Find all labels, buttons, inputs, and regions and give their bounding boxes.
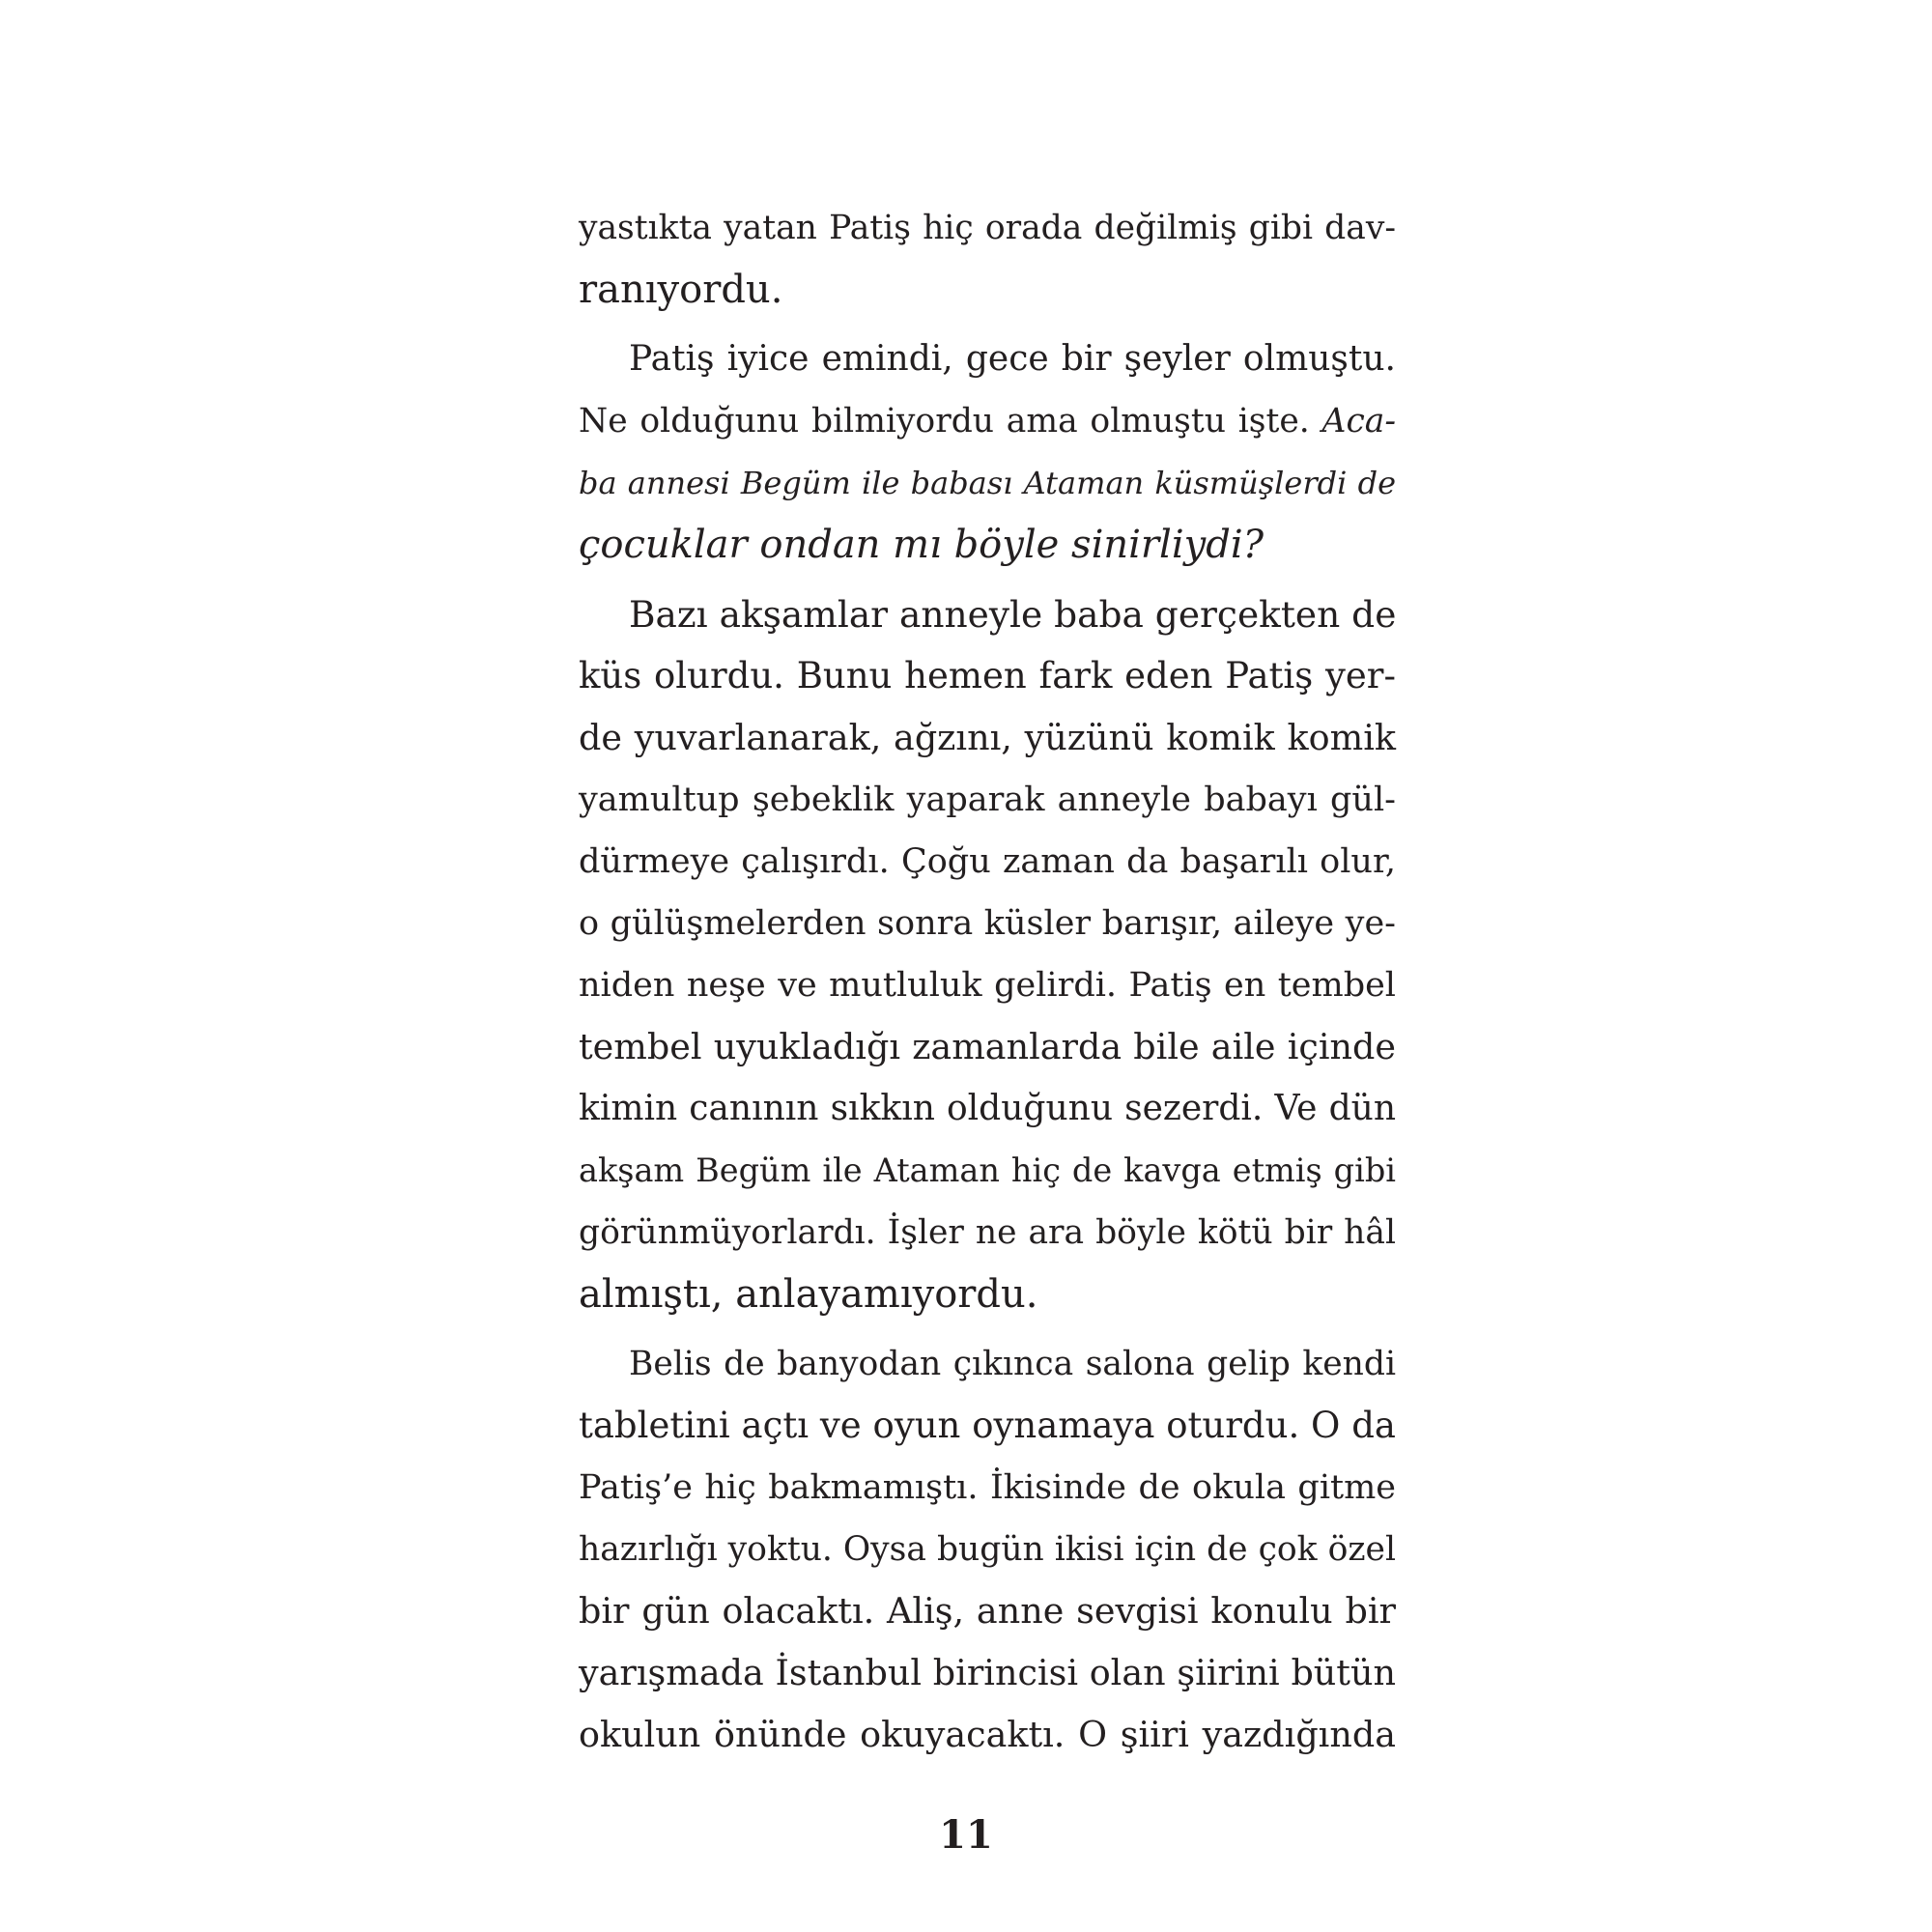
text-run: niden neşe ve mutluluk gelirdi. Patiş en tembel — [579, 966, 1396, 1005]
text-line — [579, 645, 1396, 707]
text-line — [579, 197, 1396, 259]
text-line — [579, 893, 1396, 954]
text-line — [579, 583, 1396, 645]
italic-text: Aca- — [1321, 402, 1396, 440]
paragraph — [579, 328, 1396, 576]
text-run: yastıkta yatan Patiş hiç orada değilmiş gibi dav- — [579, 209, 1396, 247]
text-line — [579, 1519, 1396, 1580]
text-line — [579, 954, 1396, 1016]
text-line — [579, 1395, 1396, 1457]
body-text — [579, 197, 1396, 1766]
text-line — [579, 1202, 1396, 1264]
text-run: görünmüyorlardı. İşler ne ara böyle kötü bir hâl — [579, 1213, 1396, 1252]
text-run: hazırlığı yoktu. Oysa bugün ikisi için de çok özel — [579, 1530, 1396, 1569]
text-run: tembel uyukladığı zamanlarda bile aile içinde — [579, 1026, 1396, 1067]
paragraph — [579, 197, 1396, 321]
text-run: tabletini açtı ve oyun oynamaya oturdu. O da — [579, 1405, 1396, 1446]
text-line — [579, 259, 1396, 321]
text-line — [579, 390, 1396, 452]
text-line — [579, 1457, 1396, 1519]
text-run: bir gün olacaktı. Aliş, anne sevgisi konulu bir — [579, 1590, 1396, 1632]
text-line — [579, 831, 1396, 893]
text-run: almıştı, anlayamıyordu. — [579, 1272, 1038, 1317]
text-run: de yuvarlanarak, ağzını, yüzünü komik komik — [579, 717, 1396, 758]
text-run: Bazı akşamlar anneyle baba gerçekten de — [629, 593, 1397, 636]
text-line — [579, 1016, 1396, 1078]
text-line — [579, 514, 1396, 576]
italic-text: ba annesi Begüm ile babası Ataman küsmüşlerdi de — [579, 465, 1396, 501]
text-run: küs olurdu. Bunu hemen fark eden Patiş yer- — [579, 655, 1396, 696]
italic-text: çocuklar ondan mı böyle sinirliydi? — [579, 523, 1264, 567]
text-run: ranıyordu. — [579, 268, 783, 312]
text-run: dürmeye çalışırdı. Çoğu zaman da başarılı olur, — [579, 842, 1396, 881]
text-run: kimin canının sıkkın olduğunu sezerdi. Ve dün — [579, 1089, 1396, 1128]
text-run: Belis de banyodan çıkınca salona gelip kendi — [629, 1345, 1396, 1383]
text-run: yamultup şebeklik yaparak anneyle babayı gül- — [579, 781, 1396, 819]
text-run: Ne olduğunu bilmiyordu ama olmuştu işte. — [579, 402, 1322, 440]
text-line — [579, 1140, 1396, 1202]
paragraph — [579, 1333, 1396, 1766]
text-line — [579, 769, 1396, 831]
text-line — [579, 452, 1396, 514]
text-run: akşam Begüm ile Ataman hiç de kavga etmiş gibi — [579, 1151, 1396, 1189]
text-run: okulun önünde okuyacaktı. O şiiri yazdığında — [579, 1714, 1396, 1755]
text-run: Patiş iyice emindi, gece bir şeyler olmuştu. — [629, 339, 1396, 379]
text-run: o gülüşmelerden sonra küsler barışır, aileye ye- — [579, 904, 1396, 943]
text-line — [579, 1264, 1396, 1325]
text-line — [579, 1580, 1396, 1642]
text-line — [579, 707, 1396, 769]
text-run: yarışmada İstanbul birincisi olan şiirini bütün — [579, 1652, 1396, 1693]
text-line — [579, 1704, 1396, 1766]
text-line — [579, 1078, 1396, 1140]
text-line — [579, 1642, 1396, 1704]
text-run: Patiş’e hiç bakmamıştı. İkisinde de okula gitme — [579, 1468, 1396, 1507]
paragraph — [579, 583, 1396, 1325]
text-line — [579, 328, 1396, 390]
text-line — [579, 1333, 1396, 1395]
page-number: 11 — [939, 1812, 993, 1858]
